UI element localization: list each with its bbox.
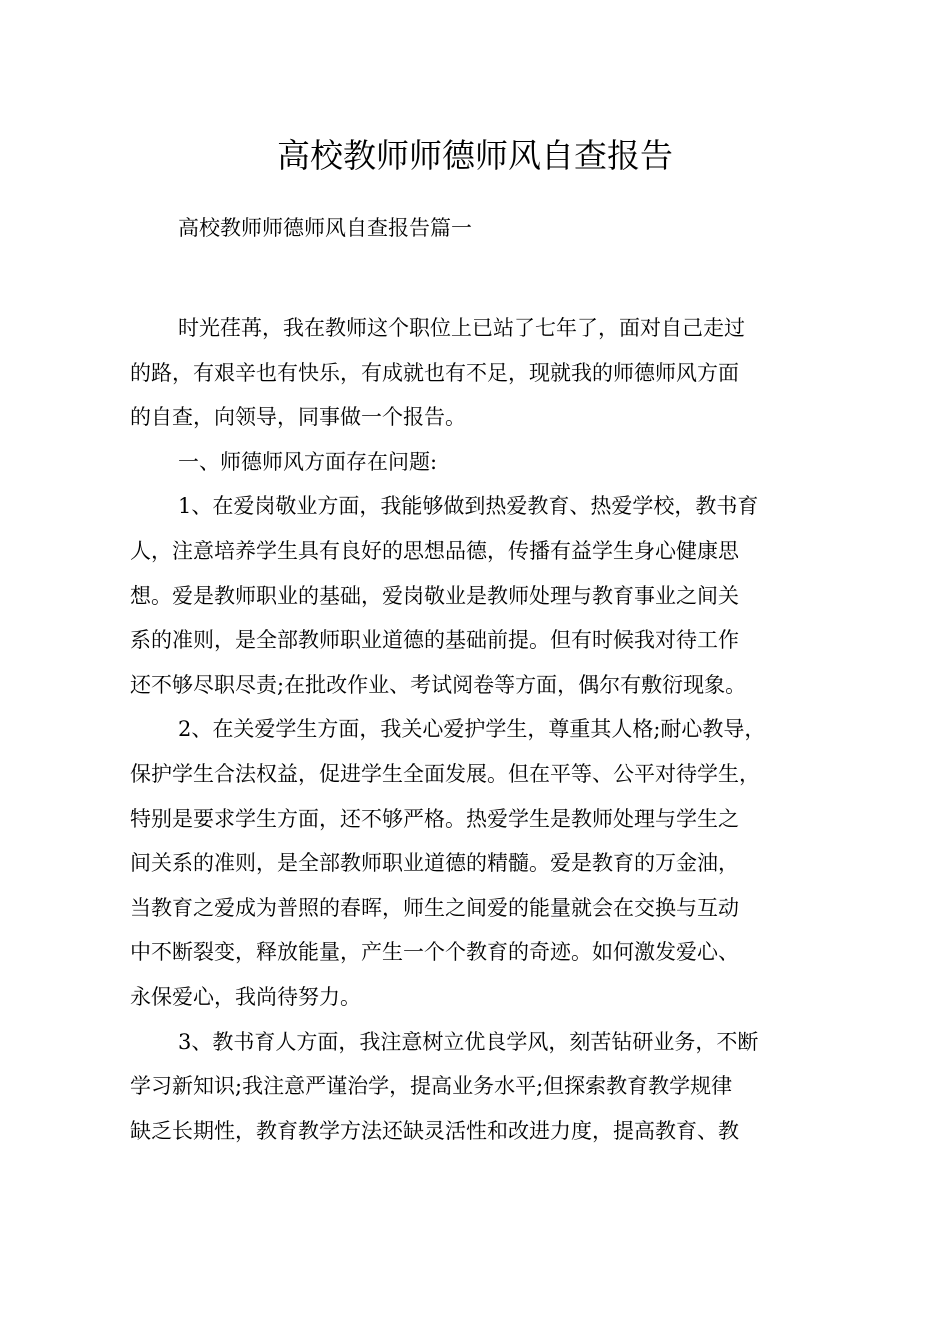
paragraph-line: 特别是要求学生方面，还不够严格。热爱学生是教师处理与学生之 <box>130 806 739 831</box>
paragraph <box>130 440 830 485</box>
document-title: 高校教师师德师风自查报告 <box>277 136 673 175</box>
paragraph-line: 系的准则，是全部教师职业道德的基础前提。但有时候我对待工作 <box>130 628 739 653</box>
paragraph-line: 保护学生合法权益，促进学生全面发展。但在平等、公平对待学生， <box>130 761 760 786</box>
paragraph-line: 1、在爱岗敬业方面，我能够做到热爱教育、热爱学校，教书育 <box>178 494 759 519</box>
paragraph-line: 还不够尽职尽责;在批改作业、考试阅卷等方面，偶尔有敷衍现象。 <box>130 672 747 697</box>
paragraph-line: 当教育之爱成为普照的春晖，师生之间爱的能量就会在交换与互动 <box>130 895 739 920</box>
paragraph-line: 的路，有艰辛也有快乐，有成就也有不足，现就我的师德师风方面 <box>130 360 739 385</box>
paragraph-line: 间关系的准则，是全部教师职业道德的精髓。爱是教育的万金油， <box>130 851 739 876</box>
paragraph-line: 的自查，向领导，同事做一个报告。 <box>130 405 466 430</box>
document-body <box>130 306 830 1153</box>
paragraph <box>130 1020 830 1154</box>
paragraph <box>130 306 830 440</box>
paragraph <box>130 707 830 1019</box>
paragraph-line: 3、教书育人方面，我注意树立优良学风，刻苦钻研业务，不断 <box>178 1029 759 1054</box>
paragraph-line: 2、在关爱学生方面，我关心爱护学生，尊重其人格;耐心教导， <box>178 717 766 742</box>
paragraph-line: 中不断裂变，释放能量，产生一个个教育的奇迹。如何激发爱心、 <box>130 940 739 965</box>
paragraph-line: 时光荏苒，我在教师这个职位上已站了七年了，面对自己走过 <box>178 316 745 340</box>
document-subtitle: 高校教师师德师风自查报告篇一 <box>178 216 472 240</box>
paragraph-line: 想。爱是教师职业的基础，爱岗敬业是教师处理与教育事业之间关 <box>130 583 739 608</box>
paragraph-line: 缺乏长期性，教育教学方法还缺灵活性和改进力度，提高教育、教 <box>130 1118 739 1143</box>
paragraph <box>130 484 830 707</box>
paragraph-line: 永保爱心，我尚待努力。 <box>130 984 361 1009</box>
paragraph-line: 人，注意培养学生具有良好的思想品德，传播有益学生身心健康思 <box>130 538 739 563</box>
paragraph-line: 一、师德师风方面存在问题: <box>178 449 438 474</box>
paragraph-line: 学习新知识;我注意严谨治学，提高业务水平;但探索教育教学规律 <box>130 1074 733 1099</box>
